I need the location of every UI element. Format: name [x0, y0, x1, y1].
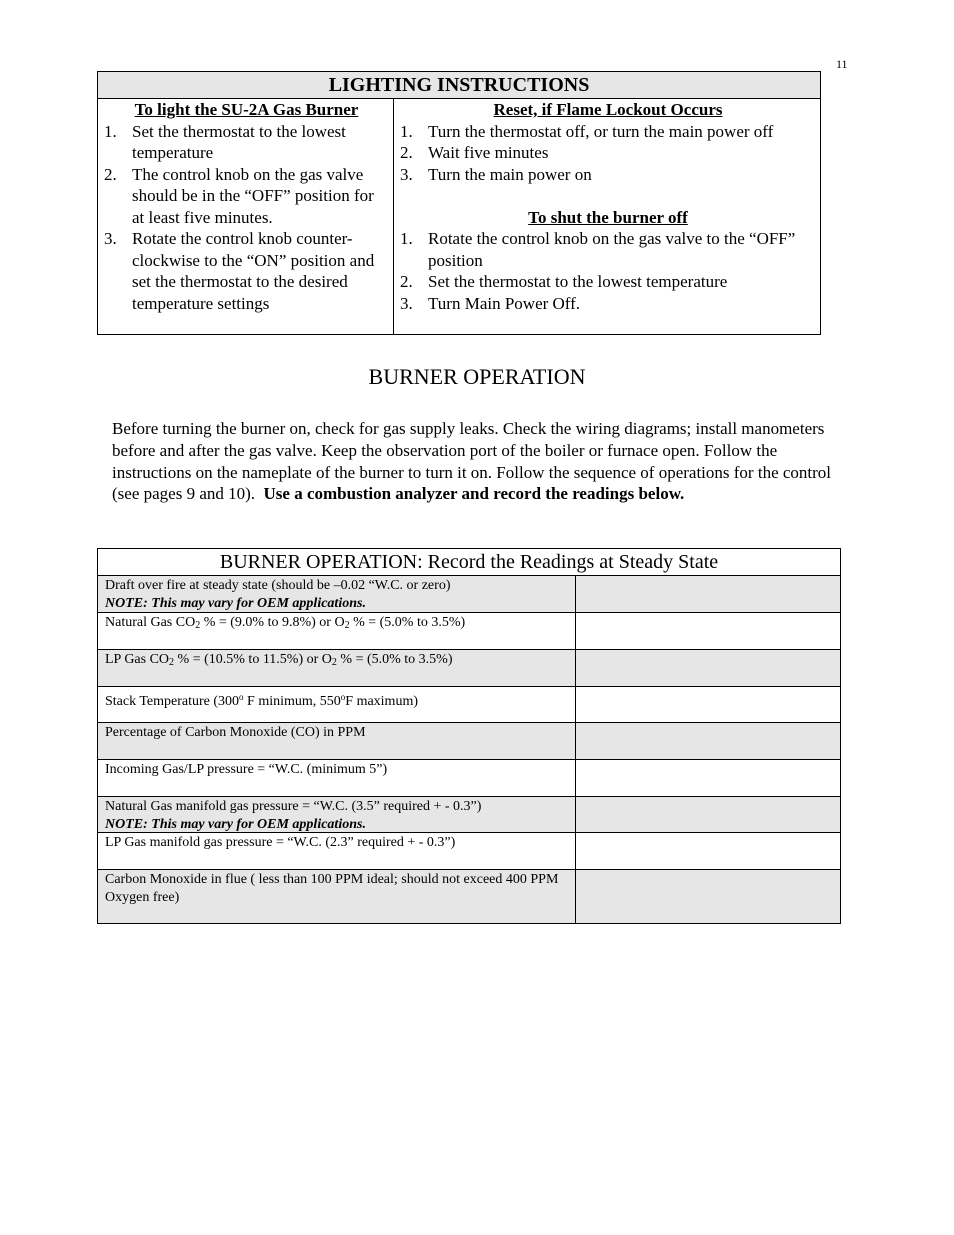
lighting-instructions-table [97, 71, 821, 335]
table-row [98, 613, 840, 650]
table-row [98, 650, 840, 687]
shutoff-step: 3. Turn Main Power Off. [400, 293, 581, 313]
table-row [98, 797, 840, 833]
reset-title: Reset, if Flame Lockout Occurs [493, 100, 723, 119]
reading-label-stack-temperature: Stack Temperature (300$^o$ F minimum, 550$^o$F maximum) [98, 687, 576, 722]
oem-note: NOTE: This may vary for OEM applications. [105, 596, 366, 611]
reading-label-ng-co2: Natural Gas $CO_2$ % = (9.0% to 9.8%) or $O_2$ % = (5.0% to 3.5%) [98, 613, 576, 649]
page-number: 11 [836, 57, 848, 71]
reset-step: 3. Turn the main power on [400, 164, 592, 184]
readings-table-title: BURNER OPERATION: Record the Readings at Steady State [98, 549, 840, 576]
light-burner-title: To light the SU-2A Gas Burner [134, 100, 359, 119]
shutoff-title: To shut the burner off [528, 207, 688, 227]
reading-value-incoming-pressure[interactable] [576, 760, 840, 796]
reading-value-ng-co2[interactable] [576, 613, 840, 649]
intro-bold-instruction: Use a combustion analyzer and record the readings below. [263, 484, 685, 504]
reading-value-co-flue[interactable] [576, 870, 840, 923]
reset-step: 2. Wait five minutes [400, 143, 549, 162]
table-row [98, 576, 840, 613]
reading-label-ng-manifold: Natural Gas manifold gas pressure = “W.C. (3.5” required + - 0.3”) NOTE: This may vary for OEM applications. [98, 797, 576, 832]
reading-value-ng-manifold[interactable] [576, 797, 840, 832]
reading-value-co-ppm[interactable] [576, 723, 840, 759]
table-row [98, 870, 840, 923]
reading-label-lp-manifold: LP Gas manifold gas pressure = “W.C. (2.3” required + - 0.3”) [98, 833, 576, 869]
burner-operation-title: BURNER OPERATION [368, 364, 586, 389]
light-step: 3. Rotate the control knob counter-clockwise to the “ON” position and set the thermostat to the desired temperature settings [104, 229, 375, 313]
light-step: 1. Set the thermostat to the lowest temperature [104, 121, 346, 162]
reading-label-co-ppm: Percentage of Carbon Monoxide (CO) in PPM [98, 723, 576, 759]
readings-table [97, 548, 841, 924]
reading-label-incoming-pressure: Incoming Gas/LP pressure = “W.C. (minimum 5”) [98, 760, 576, 796]
reset-step: 1. Turn the thermostat off, or turn the main power off [400, 121, 774, 141]
table-row [98, 687, 840, 723]
shutoff-step: 1. Rotate the control knob on the gas valve to the “OFF” position [400, 229, 796, 270]
light-step: 2. The control knob on the gas valve should be in the “OFF” position for at least five minutes. [104, 164, 374, 227]
lighting-instructions-title: LIGHTING INSTRUCTIONS [98, 72, 820, 99]
oem-note: NOTE: This may vary for OEM applications. [105, 817, 366, 832]
burner-operation-intro: Before turning the burner on, check for gas supply leaks. Check the wiring diagrams; install manometers before and after the gas valve. Keep the observation port of the boiler or furnace open. Follow the instructions on the nameplate of the burner to turn it on. Follow the sequence of operations for the control (see pages 9 and 10). Use a combustion analyzer and record the readings below. [112, 419, 832, 504]
shutoff-step: 2. Set the thermostat to the lowest temperature [400, 272, 728, 291]
light-burner-column [98, 99, 394, 335]
reading-value-lp-co2[interactable] [576, 650, 840, 686]
reading-value-stack-temperature[interactable] [576, 687, 840, 722]
reading-value-lp-manifold[interactable] [576, 833, 840, 869]
table-row [98, 760, 840, 797]
table-row [98, 833, 840, 870]
reading-label-draft: Draft over fire at steady state (should be –0.02 “W.C. or zero) NOTE: This may vary for OEM applications. [98, 576, 576, 612]
reading-value-draft[interactable] [576, 576, 840, 612]
table-row [98, 723, 840, 760]
reading-label-co-flue: Carbon Monoxide in flue ( less than 100 PPM ideal; should not exceed 400 PPM Oxygen free) [98, 870, 576, 923]
reading-label-lp-co2: LP Gas $CO_2$ % = (10.5% to 11.5%) or $O_2$ % = (5.0% to 3.5%) [98, 650, 576, 686]
reset-shutoff-column [394, 99, 820, 335]
